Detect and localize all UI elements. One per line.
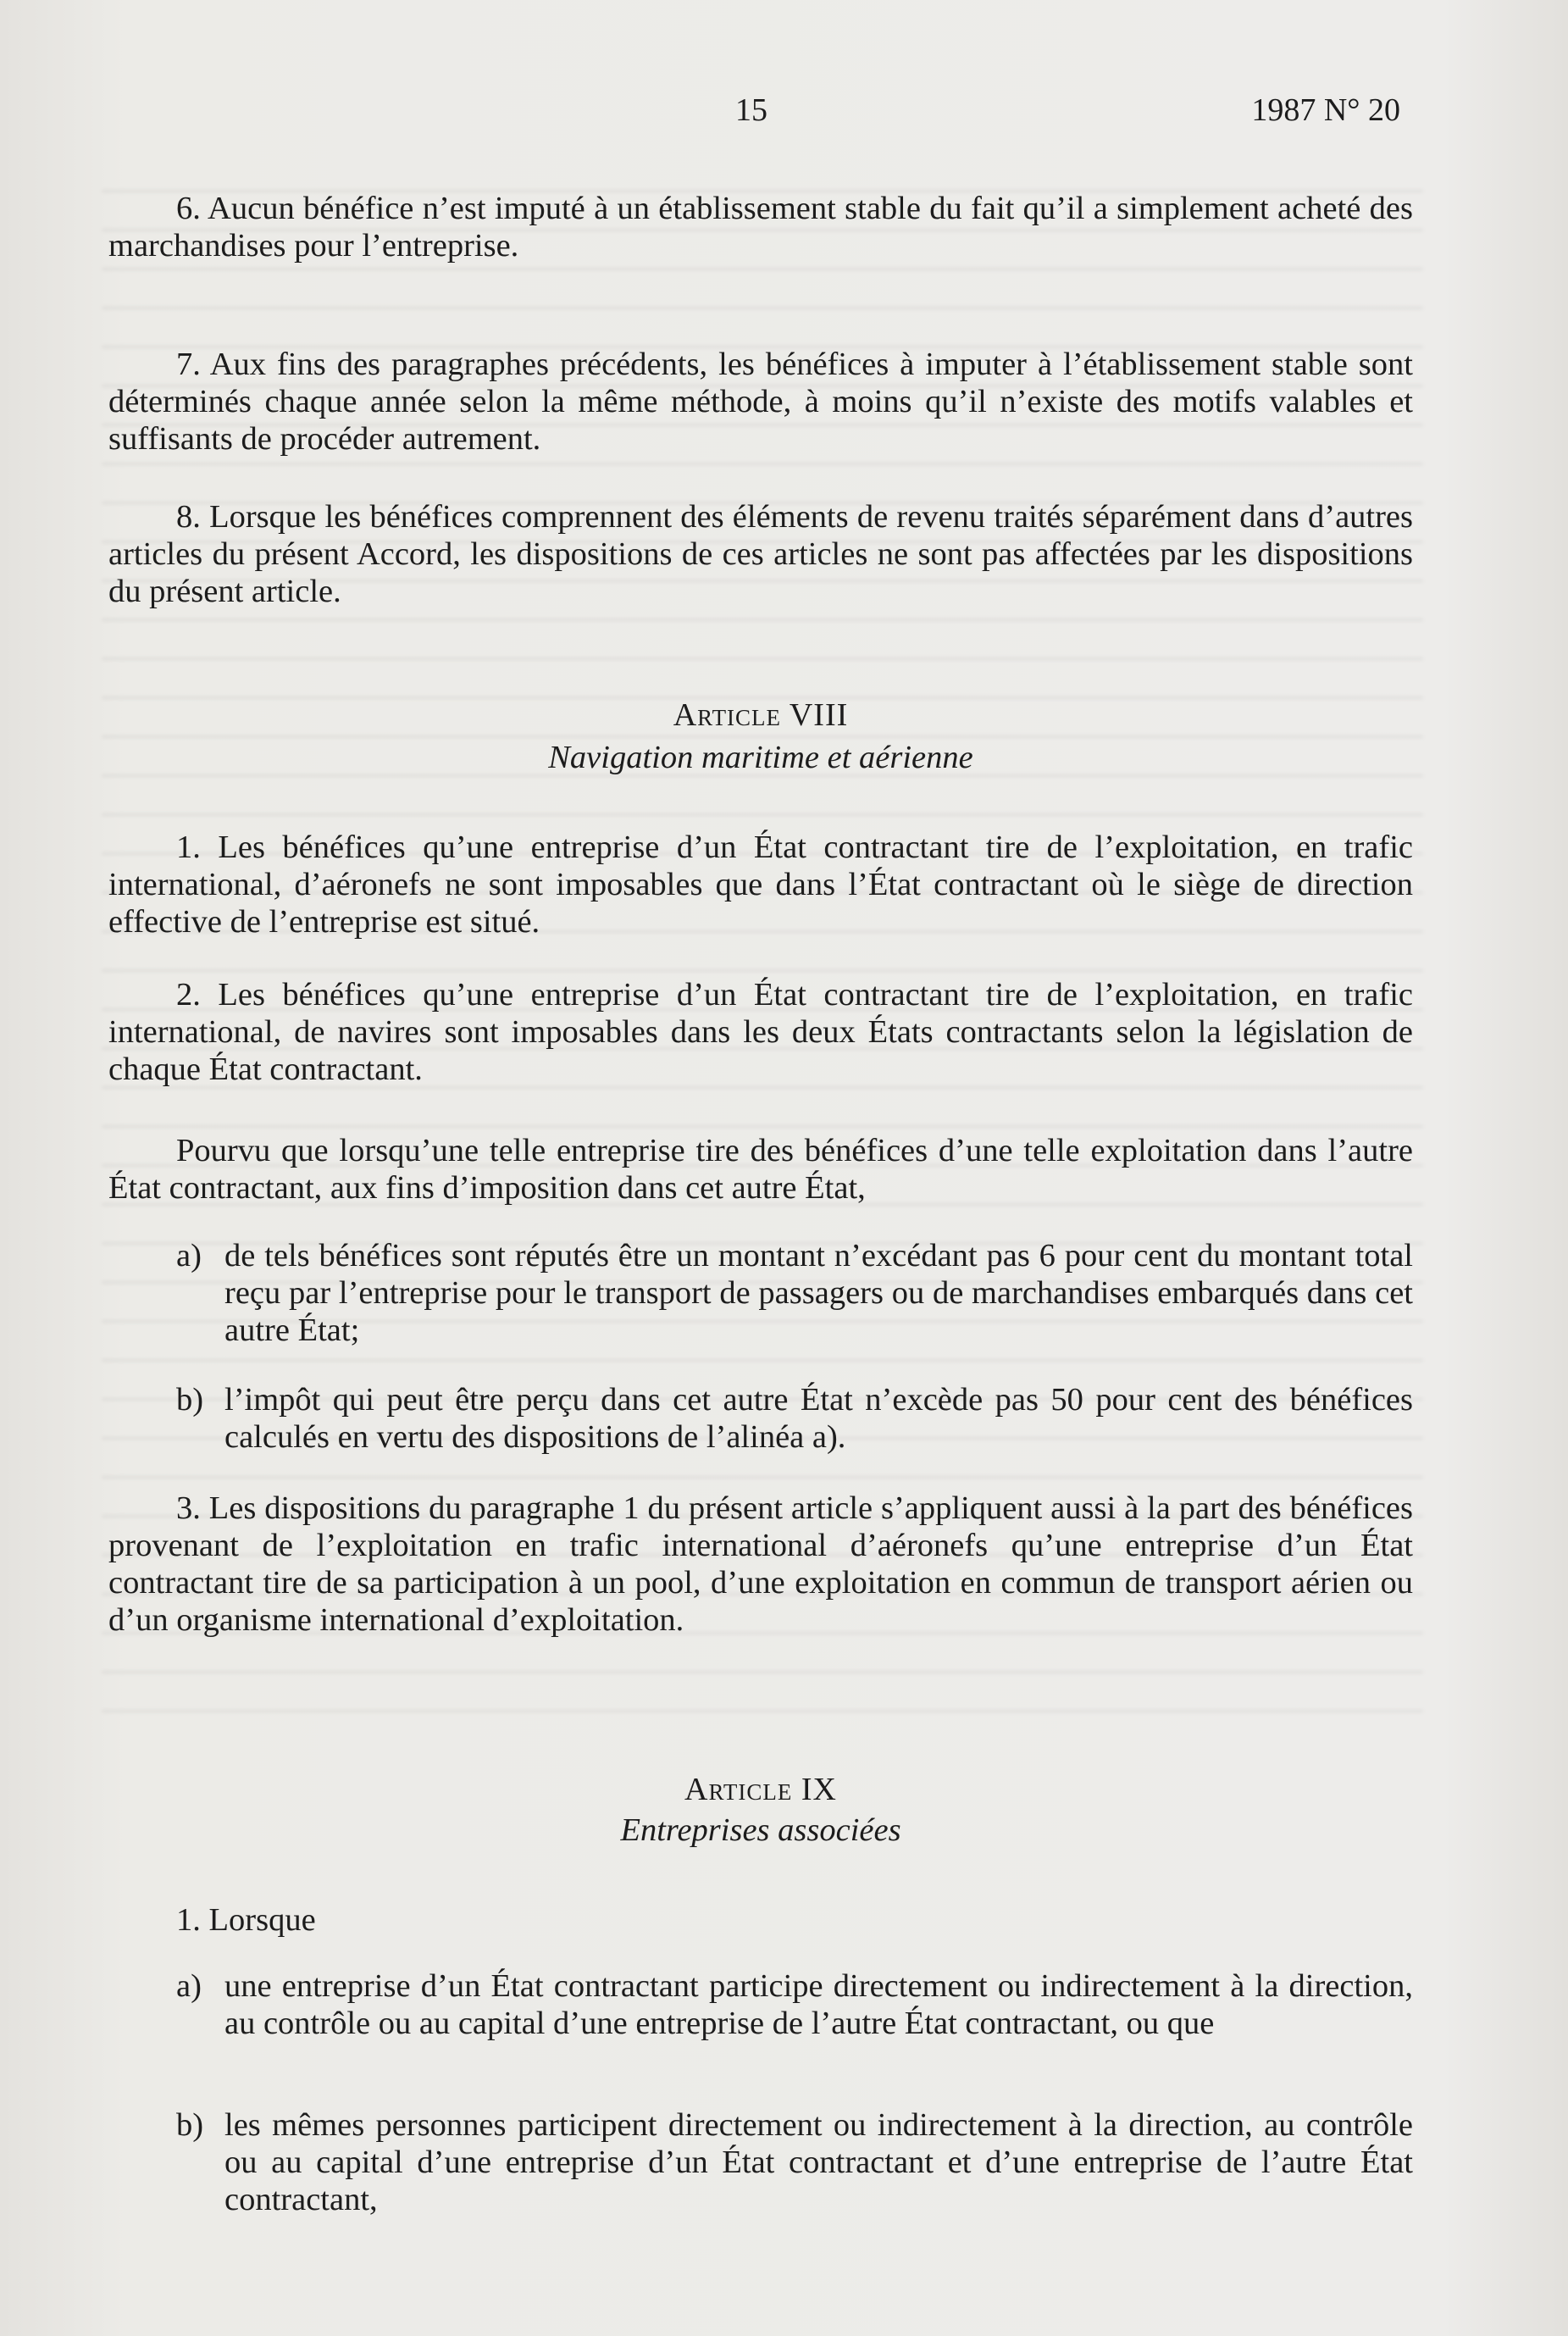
article-8-heading-block [108,696,1413,776]
article-8-paragraph-3 [108,1490,1413,1639]
article-8-item-b [108,1381,1413,1456]
article-9-item-b [108,2106,1413,2218]
article-subheading: Entreprises associées [620,1812,901,1848]
paragraph-7 [108,346,1413,458]
article-9-paragraph-1 [108,1901,1413,1939]
paragraph-text: 6. Aucun bénéfice n’est imputé à un établissement stable du fait qu’il a simplement acheté des marchandises pour l’entreprise. [108,191,1413,264]
paragraph-text: 1. Lorsque [176,1902,316,1938]
item-text: l’impôt qui peut être perçu dans cet autre État n’excède pas 50 pour cent des bénéfices calculés en vertu des dispositions de l’alinéa a). [224,1382,1413,1455]
paragraph-8 [108,498,1413,610]
article-9-item-a [108,1967,1413,2042]
document-reference: 1987 N° 20 [1251,92,1400,128]
item-text: une entreprise d’un État contractant participe directement ou indirectement à la direction, au contrôle ou au capital d’une entreprise de l’autre État contractant, ou que [224,1968,1413,2041]
paragraph-text: 2. Les bénéfices qu’une entreprise d’un État contractant tire de l’exploitation, en trafic international, de navires sont imposables dans les deux États contractants selon la législation de chaque État contractant. [108,977,1413,1087]
item-label: b) [176,2107,204,2143]
page-number: 15 [735,92,767,128]
article-heading: Article VIII [673,697,849,733]
article-8-paragraph-1 [108,829,1413,941]
item-text: de tels bénéfices sont réputés être un montant n’excédant pas 6 pour cent du montant total reçu par l’entreprise pour le transport de passagers ou de marchandises embarqués dans cet autre État; [224,1238,1413,1348]
paragraph-text: 7. Aux fins des paragraphes précédents, les bénéfices à imputer à l’établissement stable sont déterminés chaque année selon la même méthode, à moins qu’il n’existe des motifs valables et suffisants de procéder autrement. [108,347,1413,457]
paragraph-text: 8. Lorsque les bénéfices comprennent des éléments de revenu traités séparément dans d’autres articles du présent Accord, les dispositions de ces articles ne sont pas affectées par les dispositions du présent article. [108,499,1413,609]
article-8-item-a [108,1237,1413,1349]
page-header [0,92,1568,134]
item-text: les mêmes personnes participent directement ou indirectement à la direction, au contrôle ou au capital d’une entreprise d’un État contractant et d’une entreprise de l’autre État contractant, [224,2107,1413,2217]
item-label: a) [176,1968,202,2004]
article-subheading: Navigation maritime et aérienne [548,740,973,775]
article-8-paragraph-2 [108,976,1413,1088]
article-9-heading-block [108,1771,1413,1849]
item-label: a) [176,1238,202,1273]
paragraph-text: 1. Les bénéfices qu’une entreprise d’un État contractant tire de l’exploitation, en trafic international, d’aéronefs ne sont imposables que dans l’État contractant où le siège de direction effective de l’entreprise est situé. [108,830,1413,940]
article-8-proviso [108,1132,1413,1207]
article-heading: Article IX [684,1772,837,1807]
paragraph-text: 3. Les dispositions du paragraphe 1 du présent article s’appliquent aussi à la part des bénéfices provenant de l’exploitation en trafic international d’aéronefs qu’une entreprise d’un État contractant tire de sa participation à un pool, d’une exploitation en commun de transport aérien ou d’un organisme international d’exploitation. [108,1490,1413,1638]
paragraph-6 [108,190,1413,264]
item-label: b) [176,1382,204,1418]
paragraph-text: Pourvu que lorsqu’une telle entreprise tire des bénéfices d’une telle exploitation dans l’autre État contractant, aux fins d’imposition dans cet autre État, [108,1133,1413,1206]
